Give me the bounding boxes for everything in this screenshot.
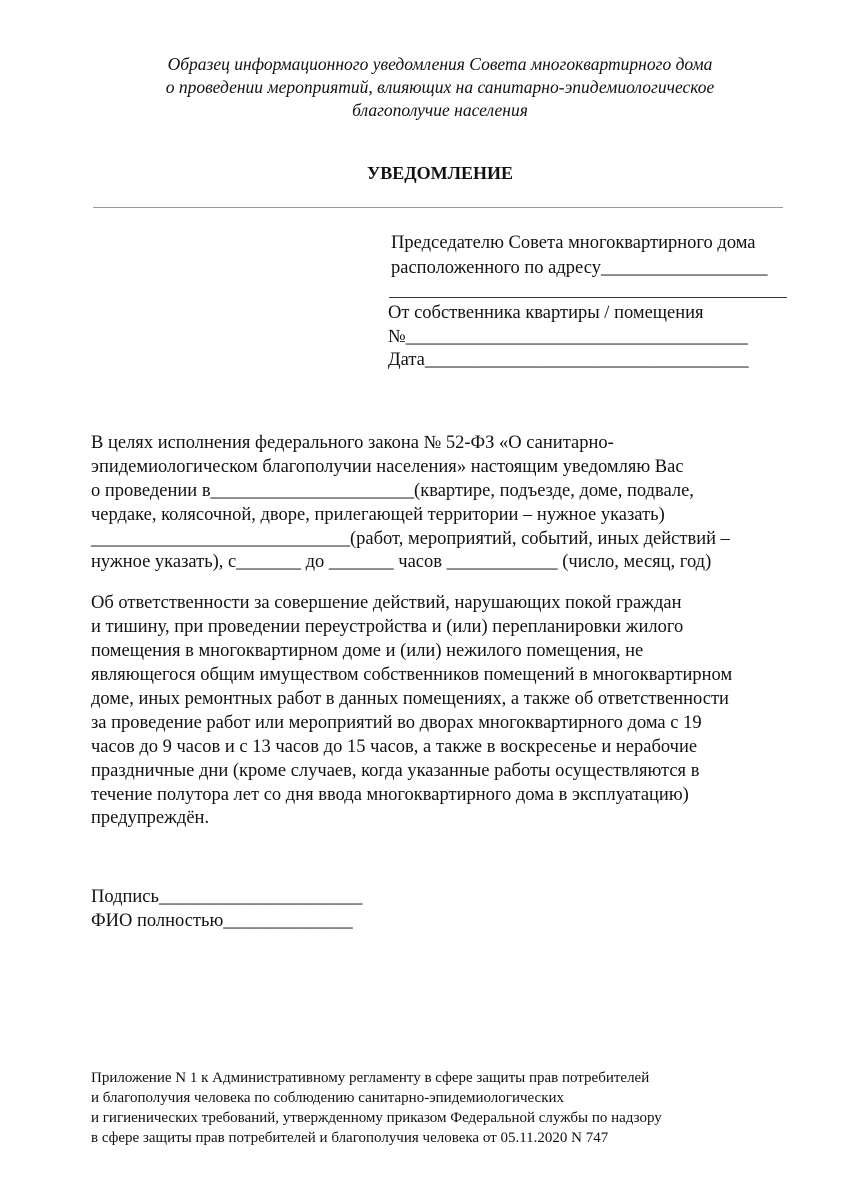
footer-line: и гигиенических требований, утвержденному приказом Федеральной службы по надзору [91, 1110, 662, 1126]
from-owner-label: От собственника квартиры / помещения [388, 303, 704, 323]
header-line-3: благополучие населения [352, 100, 528, 120]
footer-line: в сфере защиты прав потребителей и благополучия человека от 05.11.2020 N 747 [91, 1130, 609, 1146]
address-field[interactable]: расположенного по адресу__________________ [391, 258, 768, 278]
footer-line: и благополучия человека по соблюдению санитарно-эпидемиологических [91, 1090, 565, 1106]
header-line-2: о проведении мероприятий, влияющих на санитарно-эпидемиологическое [165, 77, 715, 97]
signature-field[interactable]: Подпись______________________ [91, 887, 363, 907]
paragraph-2-line: за проведение работ или мероприятий во дворах многоквартирного дома с 19 [91, 713, 702, 733]
paragraph-2-line: часов до 9 часов и с 13 часов до 15 часов, а также в воскресенье и нерабочие [91, 737, 698, 757]
paragraph-1-line: чердаке, колясочной, дворе, прилегающей территории – нужное указать) [91, 505, 665, 525]
paragraph-2-line: являющегося общим имуществом собственников помещений в многоквартирном [91, 665, 733, 685]
paragraph-1-line: эпидемиологическом благополучии населения» настоящим уведомляю Вас [91, 457, 684, 477]
paragraph-1-line[interactable]: нужное указать), с_______ до _______ часов ____________ (число, месяц, год) [91, 552, 712, 572]
paragraph-1-line[interactable]: ____________________________(работ, мероприятий, событий, иных действий – [91, 529, 730, 549]
paragraph-2-line: праздничные дни (кроме случаев, когда указанные работы осуществляются в [91, 761, 700, 781]
address-continuation-line[interactable] [389, 297, 787, 298]
title-divider [93, 207, 783, 208]
apartment-number-field[interactable]: №_____________________________________ [388, 327, 748, 347]
addressee-line-1: Председателю Совета многоквартирного дома [391, 233, 756, 253]
full-name-field[interactable]: ФИО полностью______________ [91, 911, 353, 931]
paragraph-1-line: В целях исполнения федерального закона № 52-ФЗ «О санитарно- [91, 433, 614, 453]
header-line-1: Образец информационного уведомления Совета многоквартирного дома [167, 54, 713, 74]
paragraph-2-line: и тишину, при проведении переустройства и (или) перепланировки жилого [91, 617, 684, 637]
paragraph-2-line: помещения в многоквартирном доме и (или) нежилого помещения, не [91, 641, 644, 661]
page-title: УВЕДОМЛЕНИЕ [366, 163, 514, 183]
date-field[interactable]: Дата___________________________________ [388, 350, 749, 370]
paragraph-2-line: предупреждён. [91, 808, 210, 828]
paragraph-1-line[interactable]: о проведении в______________________(квартире, подъезде, доме, подвале, [91, 481, 694, 501]
footer-line: Приложение N 1 к Административному регламенту в сфере защиты прав потребителей [91, 1070, 650, 1086]
paragraph-2-line: течение полутора лет со дня ввода многоквартирного дома в эксплуатацию) [91, 785, 689, 805]
paragraph-2-line: доме, иных ремонтных работ в данных помещениях, а также об ответственности [91, 689, 729, 709]
paragraph-2-line: Об ответственности за совершение действий, нарушающих покой граждан [91, 593, 682, 613]
